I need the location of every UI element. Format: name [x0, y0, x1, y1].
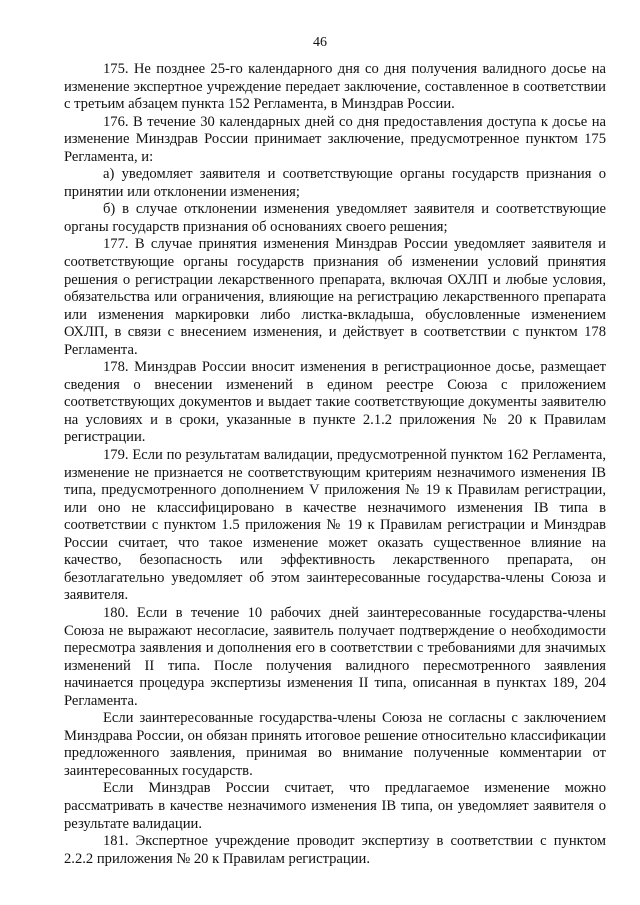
paragraph-176-a: а) уведомляет заявителя и соответствующие органы государств признания о принятии или отклонении изменения; — [64, 166, 606, 200]
paragraph-175: 175. Не позднее 25-го календарного дня со дня получения валидного досье на изменение экспертное учреждение передает заключение, составленное в соответствии с третьим абзацем пункта 152 Регламента, в Минздрав России. — [64, 61, 606, 113]
paragraph-180-disagree: Если заинтересованные государства-члены Союза не согласны с заключением Минздрава России, он обязан принять итоговое решение относительно классификации предложенного заявления, принимая во внимание полученные комментарии от заинтересованных государств. — [64, 710, 606, 779]
page-number: 46 — [313, 35, 327, 50]
paragraph-181: 181. Экспертное учреждение проводит экспертизу в соответствии с пунктом 2.2.2 приложения № 20 к Правилам регистрации. — [64, 833, 606, 867]
paragraph-176-b: б) в случае отклонении изменения уведомляет заявителя и соответствующие органы государств признания об основаниях своего решения; — [64, 201, 606, 235]
document-body — [64, 61, 606, 868]
paragraph-178: 178. Минздрав России вносит изменения в регистрационное досье, размещает сведения о внесении изменений в едином реестре Союза с приложением соответствующих документов и выдает такие соответствующие документы заявителю на условиях и в сроки, указанные в пункте 2.1.2 приложения № 20 к Правилам регистрации. — [64, 359, 606, 446]
paragraph-176: 176. В течение 30 календарных дней со дня предоставления доступа к досье на изменение Минздрав России принимает заключение, предусмотренное пунктом 175 Регламента, и: — [64, 113, 606, 165]
paragraph-177: 177. В случае принятия изменения Минздрав России уведомляет заявителя и соответствующие органы государств признания об изменении условий принятия решения о регистрации лекарственного препарата, включая ОХЛП и любые условия, обязательства или ограничения, влияющие на регистрацию лекарственного препарата или изменения маркировки либо листка-вкладыша, обусловленные изменением ОХЛП, в связи с внесением изменения, и действует в соответствии с пунктом 178 Регламента. — [64, 236, 606, 358]
paragraph-180-ib-type: Если Минздрав России считает, что предлагаемое изменение можно рассматривать в качестве незначимого изменения IB типа, он уведомляет заявителя о результате валидации. — [64, 780, 606, 832]
paragraph-179: 179. Если по результатам валидации, предусмотренной пунктом 162 Регламента, изменение не признается не соответствующим критериям незначимого изменения IB типа, предусмотренного дополнением V приложения № 19 к Правилам регистрации, или оно не классифицировано в качестве незначимого изменения IB типа в соответствии с пунктом 1.5 приложения № 19 к Правилам регистрации и Минздрав России считает, что такое изменение может оказать существенное влияние на качество, безопасность или эффективность лекарственного препарата, он безотлагательно уведомляет об этом заинтересованные государства-члены Союза и заявителя. — [64, 447, 606, 604]
paragraph-180: 180. Если в течение 10 рабочих дней заинтересованные государства-члены Союза не выражают несогласие, заявитель получает подтверждение о необходимости пересмотра заявления и дополнения его в соответствии с требованиями для значимых изменений II типа. После получения валидного пересмотренного заявления начинается процедура экспертизы изменения II типа, описанная в пунктах 189, 204 Регламента. — [64, 604, 606, 709]
